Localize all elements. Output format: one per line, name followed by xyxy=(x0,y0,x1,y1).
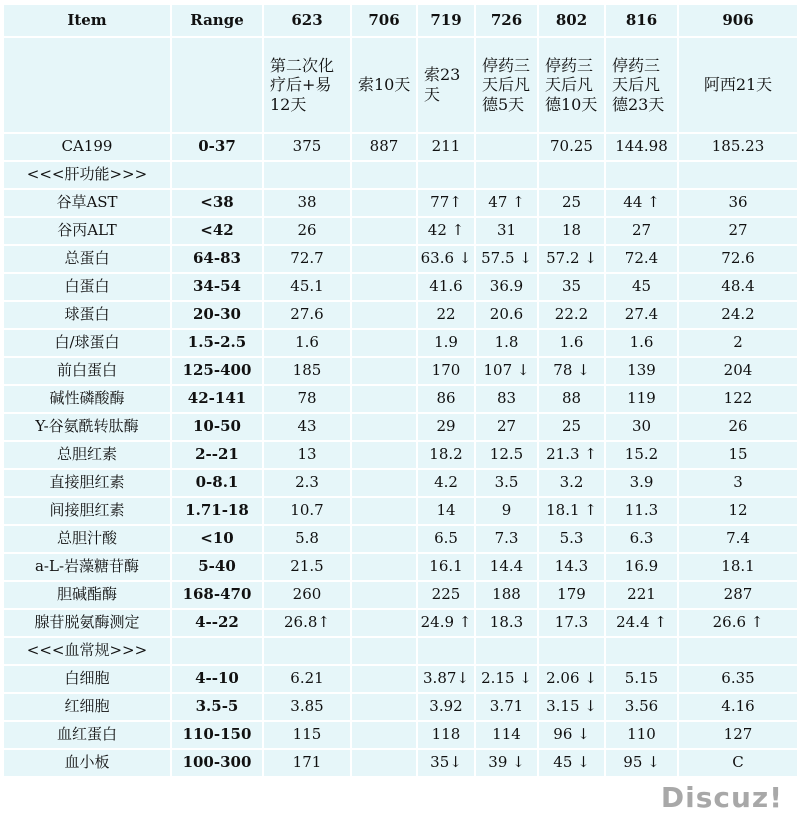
value-cell: 35 xyxy=(538,273,605,301)
value-cell: 144.98 xyxy=(605,133,678,161)
column-header: 802 xyxy=(538,4,605,37)
value-cell xyxy=(351,301,417,329)
item-name-cell: 红细胞 xyxy=(3,693,171,721)
item-name-cell: CA199 xyxy=(3,133,171,161)
empty-cell xyxy=(263,637,351,665)
range-cell: 1.71-18 xyxy=(171,497,263,525)
value-cell: 2.06 ↓ xyxy=(538,665,605,693)
empty-cell xyxy=(678,637,798,665)
column-header: 706 xyxy=(351,4,417,37)
value-cell: 3.71 xyxy=(475,693,538,721)
value-cell: 96 ↓ xyxy=(538,721,605,749)
treatment-note-cell: 停药三天后凡德5天 xyxy=(475,37,538,133)
value-cell: 225 xyxy=(417,581,475,609)
lab-results-table xyxy=(2,3,799,778)
value-cell: 3.5 xyxy=(475,469,538,497)
empty-cell xyxy=(417,637,475,665)
value-cell: 211 xyxy=(417,133,475,161)
value-cell: 72.7 xyxy=(263,245,351,273)
value-cell: 13 xyxy=(263,441,351,469)
value-cell: 887 xyxy=(351,133,417,161)
value-cell: 119 xyxy=(605,385,678,413)
item-name-cell: 白蛋白 xyxy=(3,273,171,301)
item-name-cell: 间接胆红素 xyxy=(3,497,171,525)
range-cell: 125-400 xyxy=(171,357,263,385)
treatment-note-cell xyxy=(3,37,171,133)
value-cell: 221 xyxy=(605,581,678,609)
empty-cell xyxy=(678,161,798,189)
value-cell: 47 ↑ xyxy=(475,189,538,217)
item-name-cell: 直接胆红素 xyxy=(3,469,171,497)
value-cell: 21.5 xyxy=(263,553,351,581)
value-cell: 3.56 xyxy=(605,693,678,721)
value-cell: 185 xyxy=(263,357,351,385)
range-cell: 4--10 xyxy=(171,665,263,693)
value-cell: 30 xyxy=(605,413,678,441)
value-cell: 36 xyxy=(678,189,798,217)
value-cell xyxy=(351,441,417,469)
treatment-note-cell: 停药三天后凡德23天 xyxy=(605,37,678,133)
item-name-cell: 总蛋白 xyxy=(3,245,171,273)
value-cell: 118 xyxy=(417,721,475,749)
value-cell xyxy=(351,413,417,441)
value-cell: 57.2 ↓ xyxy=(538,245,605,273)
value-cell xyxy=(351,273,417,301)
table-row xyxy=(3,329,798,357)
section-label: <<<肝功能>>> xyxy=(3,161,171,189)
table-row xyxy=(3,609,798,637)
value-cell: 1.9 xyxy=(417,329,475,357)
range-cell: 100-300 xyxy=(171,749,263,777)
value-cell: 1.6 xyxy=(538,329,605,357)
value-cell: 24.4 ↑ xyxy=(605,609,678,637)
column-header: 719 xyxy=(417,4,475,37)
value-cell: 179 xyxy=(538,581,605,609)
item-name-cell: 胆碱酯酶 xyxy=(3,581,171,609)
value-cell: 36.9 xyxy=(475,273,538,301)
value-cell xyxy=(351,357,417,385)
value-cell: 6.3 xyxy=(605,525,678,553)
value-cell: 43 xyxy=(263,413,351,441)
item-name-cell: 血红蛋白 xyxy=(3,721,171,749)
value-cell: 1.6 xyxy=(605,329,678,357)
value-cell: 9 xyxy=(475,497,538,525)
table-row xyxy=(3,357,798,385)
value-cell xyxy=(351,245,417,273)
value-cell: 72.4 xyxy=(605,245,678,273)
value-cell xyxy=(351,189,417,217)
section-row xyxy=(3,161,798,189)
value-cell: 3.85 xyxy=(263,693,351,721)
column-header: 726 xyxy=(475,4,538,37)
value-cell xyxy=(351,553,417,581)
value-cell: 122 xyxy=(678,385,798,413)
value-cell xyxy=(351,693,417,721)
value-cell: 25 xyxy=(538,413,605,441)
value-cell: 44 ↑ xyxy=(605,189,678,217)
value-cell: 4.16 xyxy=(678,693,798,721)
value-cell: 2.15 ↓ xyxy=(475,665,538,693)
value-cell: 83 xyxy=(475,385,538,413)
empty-cell xyxy=(538,637,605,665)
value-cell: 86 xyxy=(417,385,475,413)
value-cell: 12 xyxy=(678,497,798,525)
range-cell: 3.5-5 xyxy=(171,693,263,721)
value-cell: 27.6 xyxy=(263,301,351,329)
item-name-cell: 白细胞 xyxy=(3,665,171,693)
empty-cell xyxy=(605,637,678,665)
value-cell: 18.2 xyxy=(417,441,475,469)
value-cell: 26.8↑ xyxy=(263,609,351,637)
value-cell xyxy=(351,581,417,609)
value-cell: 3.92 xyxy=(417,693,475,721)
item-name-cell: a-L-岩藻糖苷酶 xyxy=(3,553,171,581)
value-cell: 18.1 xyxy=(678,553,798,581)
range-cell: 42-141 xyxy=(171,385,263,413)
range-cell: <42 xyxy=(171,217,263,245)
value-cell: 18.1 ↑ xyxy=(538,497,605,525)
range-cell: 0-37 xyxy=(171,133,263,161)
value-cell: 27.4 xyxy=(605,301,678,329)
range-cell: 4--22 xyxy=(171,609,263,637)
section-label: <<<血常规>>> xyxy=(3,637,171,665)
table-body xyxy=(3,37,798,777)
column-header: 816 xyxy=(605,4,678,37)
value-cell: 22.2 xyxy=(538,301,605,329)
value-cell: 70.25 xyxy=(538,133,605,161)
value-cell xyxy=(351,721,417,749)
range-cell: 2--21 xyxy=(171,441,263,469)
value-cell: 188 xyxy=(475,581,538,609)
empty-cell xyxy=(351,161,417,189)
value-cell xyxy=(351,217,417,245)
range-cell: 5-40 xyxy=(171,553,263,581)
value-cell: 14.3 xyxy=(538,553,605,581)
empty-cell xyxy=(417,161,475,189)
table-row xyxy=(3,245,798,273)
value-cell: 27 xyxy=(475,413,538,441)
value-cell: 25 xyxy=(538,189,605,217)
treatment-note-cell: 停药三天后凡德10天 xyxy=(538,37,605,133)
value-cell: 139 xyxy=(605,357,678,385)
value-cell xyxy=(351,665,417,693)
value-cell: 29 xyxy=(417,413,475,441)
value-cell: 24.9 ↑ xyxy=(417,609,475,637)
range-cell: 110-150 xyxy=(171,721,263,749)
value-cell xyxy=(351,497,417,525)
value-cell: 260 xyxy=(263,581,351,609)
table-row xyxy=(3,749,798,777)
item-name-cell: 总胆红素 xyxy=(3,441,171,469)
value-cell: 7.4 xyxy=(678,525,798,553)
value-cell: 22 xyxy=(417,301,475,329)
value-cell: 110 xyxy=(605,721,678,749)
value-cell: 6.21 xyxy=(263,665,351,693)
value-cell: 107 ↓ xyxy=(475,357,538,385)
section-row xyxy=(3,637,798,665)
item-name-cell: 谷丙ALT xyxy=(3,217,171,245)
item-name-cell: 谷草AST xyxy=(3,189,171,217)
empty-cell xyxy=(538,161,605,189)
value-cell: 38 xyxy=(263,189,351,217)
value-cell: 204 xyxy=(678,357,798,385)
value-cell: 16.1 xyxy=(417,553,475,581)
table-row xyxy=(3,385,798,413)
value-cell: 5.3 xyxy=(538,525,605,553)
value-cell: 3 xyxy=(678,469,798,497)
value-cell xyxy=(351,329,417,357)
table-row xyxy=(3,665,798,693)
value-cell: 35↓ xyxy=(417,749,475,777)
value-cell: 39 ↓ xyxy=(475,749,538,777)
range-cell: 64-83 xyxy=(171,245,263,273)
column-header: Item xyxy=(3,4,171,37)
value-cell: 185.23 xyxy=(678,133,798,161)
table-row xyxy=(3,189,798,217)
value-cell: 15.2 xyxy=(605,441,678,469)
column-header: 906 xyxy=(678,4,798,37)
item-name-cell: Y-谷氨酰转肽酶 xyxy=(3,413,171,441)
treatment-note-cell: 索23天 xyxy=(417,37,475,133)
treatment-note-cell xyxy=(171,37,263,133)
value-cell: 57.5 ↓ xyxy=(475,245,538,273)
range-cell: 20-30 xyxy=(171,301,263,329)
range-cell: 1.5-2.5 xyxy=(171,329,263,357)
value-cell: 77↑ xyxy=(417,189,475,217)
value-cell: 18 xyxy=(538,217,605,245)
item-name-cell: 白/球蛋白 xyxy=(3,329,171,357)
value-cell: 88 xyxy=(538,385,605,413)
value-cell: 78 xyxy=(263,385,351,413)
item-name-cell: 球蛋白 xyxy=(3,301,171,329)
value-cell: 17.3 xyxy=(538,609,605,637)
value-cell: 20.6 xyxy=(475,301,538,329)
table-row xyxy=(3,413,798,441)
table-row xyxy=(3,217,798,245)
range-cell: 10-50 xyxy=(171,413,263,441)
value-cell: 26 xyxy=(263,217,351,245)
item-name-cell: 血小板 xyxy=(3,749,171,777)
empty-cell xyxy=(351,637,417,665)
value-cell: 3.9 xyxy=(605,469,678,497)
value-cell: 14.4 xyxy=(475,553,538,581)
value-cell: 42 ↑ xyxy=(417,217,475,245)
value-cell: 14 xyxy=(417,497,475,525)
value-cell: 170 xyxy=(417,357,475,385)
value-cell: 45 xyxy=(605,273,678,301)
table-row xyxy=(3,581,798,609)
empty-cell xyxy=(475,637,538,665)
value-cell: 27 xyxy=(605,217,678,245)
range-cell: 0-8.1 xyxy=(171,469,263,497)
value-cell: 1.6 xyxy=(263,329,351,357)
item-name-cell: 腺苷脱氨酶测定 xyxy=(3,609,171,637)
value-cell: 6.5 xyxy=(417,525,475,553)
table-row xyxy=(3,553,798,581)
value-cell: 3.15 ↓ xyxy=(538,693,605,721)
range-cell: 168-470 xyxy=(171,581,263,609)
value-cell: 26.6 ↑ xyxy=(678,609,798,637)
value-cell: 3.87↓ xyxy=(417,665,475,693)
value-cell: 31 xyxy=(475,217,538,245)
range-cell: 34-54 xyxy=(171,273,263,301)
range-cell: <38 xyxy=(171,189,263,217)
item-name-cell: 总胆汁酸 xyxy=(3,525,171,553)
table-row xyxy=(3,497,798,525)
value-cell: 375 xyxy=(263,133,351,161)
empty-cell xyxy=(171,637,263,665)
column-header: Range xyxy=(171,4,263,37)
value-cell: 2 xyxy=(678,329,798,357)
value-cell xyxy=(351,385,417,413)
value-cell: 18.3 xyxy=(475,609,538,637)
value-cell: 127 xyxy=(678,721,798,749)
value-cell: 7.3 xyxy=(475,525,538,553)
header-row xyxy=(3,4,798,37)
empty-cell xyxy=(475,161,538,189)
value-cell: 16.9 xyxy=(605,553,678,581)
value-cell: C xyxy=(678,749,798,777)
value-cell: 72.6 xyxy=(678,245,798,273)
value-cell: 24.2 xyxy=(678,301,798,329)
value-cell: 171 xyxy=(263,749,351,777)
treatment-note-cell: 索10天 xyxy=(351,37,417,133)
value-cell: 45.1 xyxy=(263,273,351,301)
value-cell: 41.6 xyxy=(417,273,475,301)
value-cell: 5.15 xyxy=(605,665,678,693)
value-cell: 6.35 xyxy=(678,665,798,693)
table-row xyxy=(3,469,798,497)
value-cell: 10.7 xyxy=(263,497,351,525)
value-cell xyxy=(351,749,417,777)
value-cell xyxy=(351,469,417,497)
value-cell: 114 xyxy=(475,721,538,749)
treatment-note-cell: 第二次化疗后+易12天 xyxy=(263,37,351,133)
value-cell: 115 xyxy=(263,721,351,749)
treatment-notes-row xyxy=(3,37,798,133)
value-cell: 15 xyxy=(678,441,798,469)
value-cell xyxy=(351,525,417,553)
value-cell: 45 ↓ xyxy=(538,749,605,777)
empty-cell xyxy=(263,161,351,189)
value-cell: 48.4 xyxy=(678,273,798,301)
value-cell: 5.8 xyxy=(263,525,351,553)
value-cell xyxy=(475,133,538,161)
table-row xyxy=(3,273,798,301)
table-row xyxy=(3,441,798,469)
table-row xyxy=(3,301,798,329)
value-cell: 63.6 ↓ xyxy=(417,245,475,273)
column-header: 623 xyxy=(263,4,351,37)
value-cell: 78 ↓ xyxy=(538,357,605,385)
value-cell: 21.3 ↑ xyxy=(538,441,605,469)
value-cell: 12.5 xyxy=(475,441,538,469)
value-cell: 2.3 xyxy=(263,469,351,497)
value-cell: 27 xyxy=(678,217,798,245)
table-row xyxy=(3,525,798,553)
empty-cell xyxy=(171,161,263,189)
item-name-cell: 前白蛋白 xyxy=(3,357,171,385)
table-row xyxy=(3,693,798,721)
value-cell: 3.2 xyxy=(538,469,605,497)
value-cell: 287 xyxy=(678,581,798,609)
value-cell: 26 xyxy=(678,413,798,441)
value-cell: 95 ↓ xyxy=(605,749,678,777)
item-name-cell: 碱性磷酸酶 xyxy=(3,385,171,413)
table-row xyxy=(3,133,798,161)
table-row xyxy=(3,721,798,749)
treatment-note-cell: 阿西21天 xyxy=(678,37,798,133)
value-cell: 11.3 xyxy=(605,497,678,525)
value-cell: 1.8 xyxy=(475,329,538,357)
discuz-watermark: Discuz! xyxy=(660,781,783,814)
empty-cell xyxy=(605,161,678,189)
value-cell xyxy=(351,609,417,637)
range-cell: <10 xyxy=(171,525,263,553)
value-cell: 4.2 xyxy=(417,469,475,497)
